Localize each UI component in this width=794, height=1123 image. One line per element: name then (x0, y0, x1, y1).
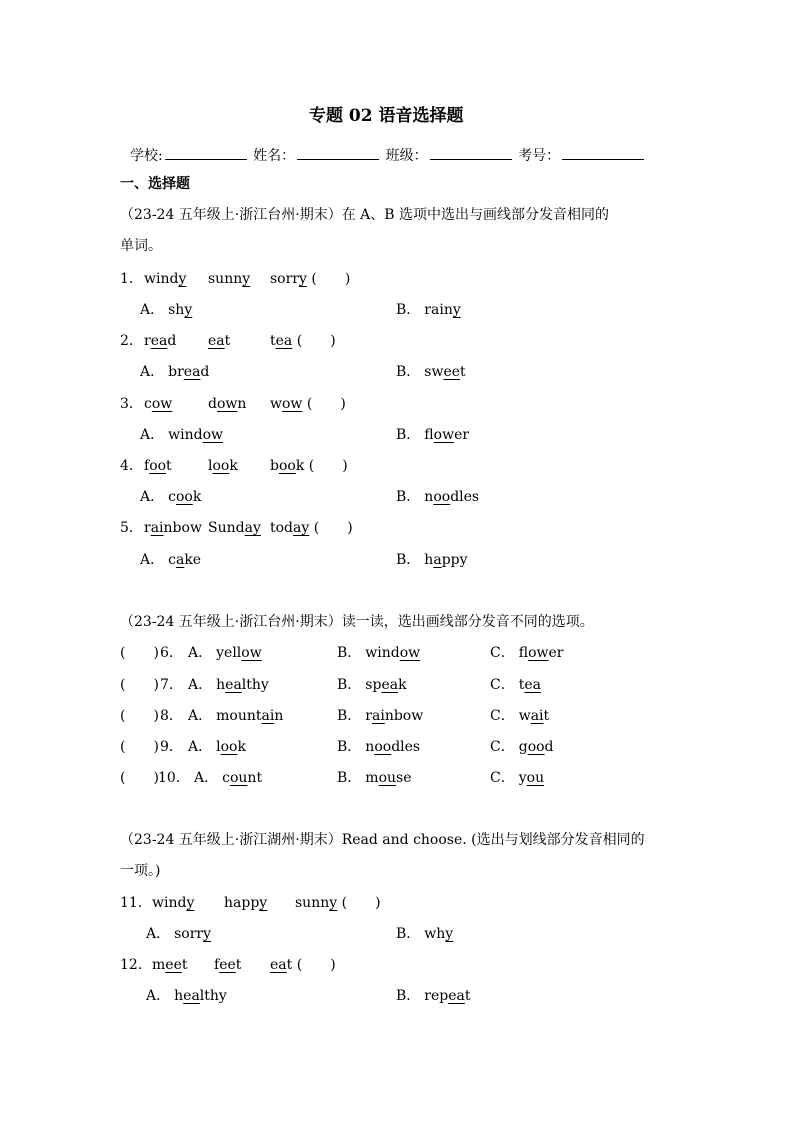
word: cow (144, 396, 173, 412)
option-letter: A． (188, 677, 213, 693)
question-word (270, 459, 348, 473)
word: Sunday (208, 520, 261, 536)
school-blank[interactable] (165, 145, 247, 160)
option-a[interactable] (140, 490, 201, 504)
word: tea (270, 333, 293, 349)
option-b[interactable] (396, 428, 469, 442)
option-b[interactable] (337, 678, 407, 692)
word: rainbow (144, 520, 202, 536)
question-word (208, 334, 230, 348)
part1-instruction-line2: 单词。 (120, 238, 162, 254)
option-word: good (518, 739, 554, 755)
answer-bracket[interactable]: ( ) (120, 739, 159, 755)
question-number: 11． (120, 895, 152, 911)
option-b[interactable] (396, 303, 461, 317)
option-word: noodles (365, 739, 421, 755)
option-c[interactable] (490, 646, 563, 660)
option-letter: B． (396, 988, 421, 1004)
question-number: 6． (160, 645, 183, 661)
option-b[interactable] (337, 771, 412, 785)
option-word: repeat (424, 988, 471, 1004)
option-word: why (424, 926, 454, 942)
answer-bracket[interactable]: ( ) (120, 677, 159, 693)
question-word (144, 521, 202, 535)
exam-number-blank[interactable] (562, 145, 644, 160)
option-word: sorry (174, 926, 212, 942)
question-number: 4． (120, 458, 143, 474)
option-letter: A． (188, 708, 213, 724)
option-word: shy (168, 302, 193, 318)
option-a[interactable] (188, 740, 246, 754)
option-c[interactable] (490, 709, 549, 723)
option-word: speak (365, 677, 407, 693)
word: windy (152, 895, 195, 911)
option-word: tea (518, 677, 541, 693)
question-number: 5． (120, 520, 143, 536)
option-letter: A． (140, 427, 165, 443)
option-a[interactable] (146, 927, 211, 941)
name-label: 姓名： (253, 148, 296, 164)
option-letter: C． (490, 645, 515, 661)
option-word: flower (424, 427, 470, 443)
option-letter: A． (140, 552, 165, 568)
question-word (152, 896, 194, 910)
option-b[interactable] (337, 709, 423, 723)
option-letter: B． (396, 302, 421, 318)
section-heading: 一、选择题 (120, 176, 190, 192)
question-word (214, 958, 241, 972)
exam-number-label: 考号： (518, 148, 561, 164)
option-c[interactable] (490, 740, 554, 754)
answer-bracket[interactable]: ( ) (337, 895, 381, 911)
answer-bracket[interactable]: ( ) (304, 458, 348, 474)
option-letter: B． (337, 677, 362, 693)
option-a[interactable] (140, 428, 223, 442)
option-word: healthy (174, 988, 227, 1004)
class-label: 班级： (385, 148, 428, 164)
option-letter: B． (337, 708, 362, 724)
option-letter: B． (396, 552, 421, 568)
part2-instruction: （23-24 五年级上·浙江台州·期末）读一读，选出画线部分发音不同的选项。 (120, 614, 594, 630)
question-word (208, 459, 238, 473)
word: today (270, 520, 310, 536)
option-b[interactable] (337, 646, 420, 660)
question-word (270, 521, 353, 535)
option-word: happy (424, 552, 468, 568)
school-label: 学校: (130, 148, 163, 164)
word: happy (224, 895, 268, 911)
option-b[interactable] (396, 490, 479, 504)
option-a[interactable] (188, 678, 269, 692)
option-letter: A． (194, 770, 219, 786)
question-number: 3． (120, 396, 143, 412)
option-a[interactable] (188, 709, 283, 723)
class-blank[interactable] (430, 145, 512, 160)
word: book (270, 458, 305, 474)
question-word (270, 272, 350, 286)
option-letter: B． (337, 645, 362, 661)
question-number: 9． (160, 739, 183, 755)
question-number: 10． (158, 770, 190, 786)
question-word (144, 397, 172, 411)
option-word: window (168, 427, 223, 443)
option-word: flower (518, 645, 564, 661)
answer-bracket[interactable]: ( ) (292, 957, 336, 973)
option-letter: A． (140, 489, 165, 505)
option-letter: C． (490, 708, 515, 724)
question-number: 2． (120, 333, 143, 349)
option-word: mountain (216, 708, 284, 724)
option-letter: A． (140, 364, 165, 380)
question-word (295, 896, 381, 910)
answer-bracket[interactable]: ( ) (302, 396, 346, 412)
option-b[interactable] (396, 989, 471, 1003)
student-info-line (130, 145, 646, 163)
word: sunny (208, 271, 251, 287)
page-title: 专题 02 语音选择题 (309, 106, 464, 126)
option-word: yellow (216, 645, 262, 661)
option-b[interactable] (337, 740, 420, 754)
option-word: you (518, 770, 545, 786)
question-number: 12． (120, 957, 152, 973)
question-word (224, 896, 267, 910)
option-letter: A． (188, 739, 213, 755)
option-word: mouse (365, 770, 412, 786)
part3-instruction-line2: 一项。) (120, 863, 161, 879)
word: eat (270, 957, 293, 973)
word: foot (144, 458, 172, 474)
question-word (144, 272, 186, 286)
word: look (208, 458, 238, 474)
option-word: bread (168, 364, 210, 380)
option-letter: B． (337, 770, 362, 786)
option-letter: B． (396, 489, 421, 505)
question-number: 1． (120, 271, 143, 287)
option-word: sweet (424, 364, 466, 380)
question-number: 8． (160, 708, 183, 724)
option-a[interactable] (140, 303, 192, 317)
option-letter: B． (396, 926, 421, 942)
answer-bracket[interactable]: ( ) (306, 271, 351, 287)
word: meet (152, 957, 188, 973)
option-word: cook (168, 489, 202, 505)
question-word (270, 397, 346, 411)
option-word: window (365, 645, 421, 661)
option-word: count (222, 770, 263, 786)
name-blank[interactable] (297, 145, 379, 160)
option-letter: C． (490, 739, 515, 755)
option-letter: A． (188, 645, 213, 661)
option-letter: A． (146, 926, 171, 942)
option-c[interactable] (490, 771, 544, 785)
word: eat (208, 333, 231, 349)
option-letter: C． (490, 770, 515, 786)
answer-bracket[interactable]: ( ) (309, 520, 353, 536)
question-word (152, 958, 188, 972)
option-word: cake (168, 552, 202, 568)
option-a[interactable] (194, 771, 262, 785)
word: wow (270, 396, 303, 412)
option-letter: B． (337, 739, 362, 755)
question-word (208, 397, 246, 411)
option-letter: A． (146, 988, 171, 1004)
answer-bracket[interactable]: ( ) (120, 708, 159, 724)
option-word: rainy (424, 302, 461, 318)
question-word (208, 272, 250, 286)
answer-bracket[interactable]: ( ) (120, 770, 159, 786)
part1-instruction-line1: （23-24 五年级上·浙江台州·期末）在 A、B 选项中选出与画线部分发音相同的 (120, 207, 610, 223)
answer-bracket[interactable]: ( ) (120, 645, 159, 661)
option-word: healthy (216, 677, 269, 693)
option-a[interactable] (146, 989, 227, 1003)
option-word: noodles (424, 489, 480, 505)
question-word (144, 334, 176, 348)
question-number: 7． (160, 677, 183, 693)
answer-bracket[interactable]: ( ) (292, 333, 336, 349)
question-word (144, 459, 172, 473)
word: read (144, 333, 177, 349)
option-word: look (216, 739, 246, 755)
word: sorry (270, 271, 307, 287)
option-a[interactable] (188, 646, 262, 660)
option-b[interactable] (396, 927, 453, 941)
option-c[interactable] (490, 678, 541, 692)
option-b[interactable] (396, 553, 468, 567)
word: windy (144, 271, 187, 287)
option-word: wait (518, 708, 550, 724)
part3-instruction-line1: （23-24 五年级上·浙江湖州·期末）Read and choose. (选出与划线部分发音相同的 (120, 832, 645, 848)
option-a[interactable] (140, 365, 209, 379)
option-letter: B． (396, 364, 421, 380)
question-word (270, 958, 336, 972)
option-b[interactable] (396, 365, 466, 379)
option-letter: B． (396, 427, 421, 443)
word: sunny (295, 895, 338, 911)
option-word: rainbow (365, 708, 424, 724)
option-letter: C． (490, 677, 515, 693)
question-word (270, 334, 336, 348)
option-letter: A． (140, 302, 165, 318)
question-word (208, 521, 261, 535)
word: feet (214, 957, 242, 973)
word: down (208, 396, 247, 412)
option-a[interactable] (140, 553, 201, 567)
